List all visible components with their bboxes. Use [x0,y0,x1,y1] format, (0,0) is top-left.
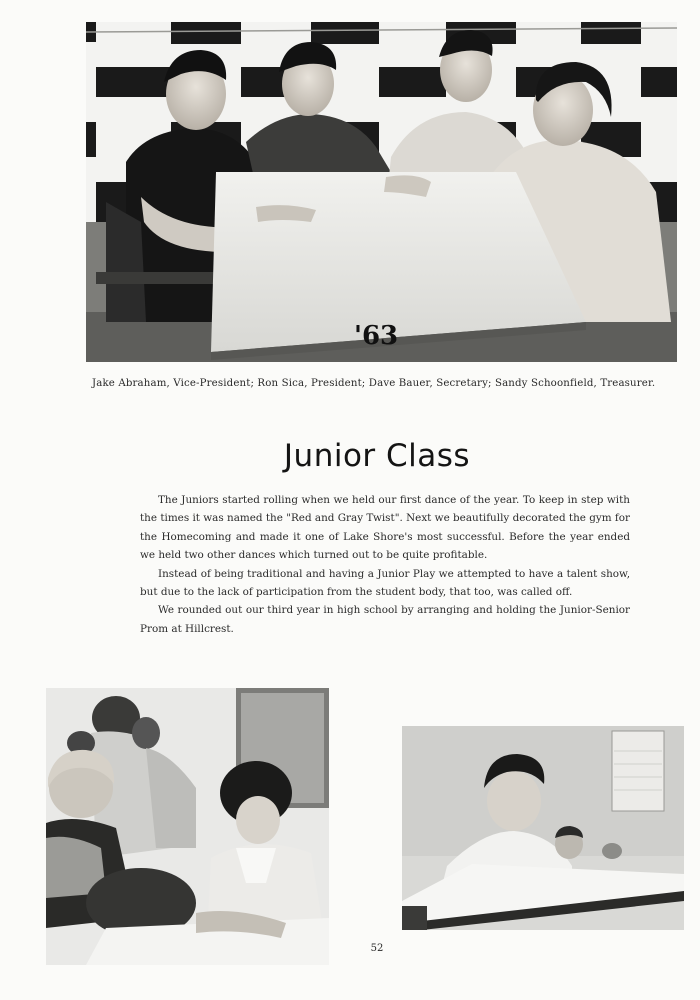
page-title: Junior Class [283,438,471,474]
paragraph: We rounded out our third year in high school by arranging and holding the Junior-Senior Prom at Hillcrest. [140,604,630,635]
article-body [140,491,630,638]
page-number: 52 [370,943,384,954]
paragraph: The Juniors started rolling when we held our first dance of the year. To keep in step with the times it was named the "Red and Gray Twist". Next we beautifully decorated the gym for the Homecoming and made it one of Lake Shore's most successful. Before the year ended we held two other dances which turned out to be quite profitable. [140,494,630,562]
students-working-photo [46,688,329,965]
paragraph: Instead of being traditional and having a Junior Play we attempted to have a talent show, but due to the lack of participation from the student body, that too, was called off. [140,567,630,599]
photo-caption: Jake Abraham, Vice-President; Ron Sica, President; Dave Bauer, Secretary; Sandy Schoonfield, Treasurer. [92,378,656,389]
class-officers-photo-art [86,22,677,362]
photo-year-label: '63 [354,321,399,351]
class-officers-photo [86,22,677,362]
students-working-photo-art [46,688,329,965]
student-desk-photo-art [402,726,684,930]
student-desk-photo [402,726,684,930]
